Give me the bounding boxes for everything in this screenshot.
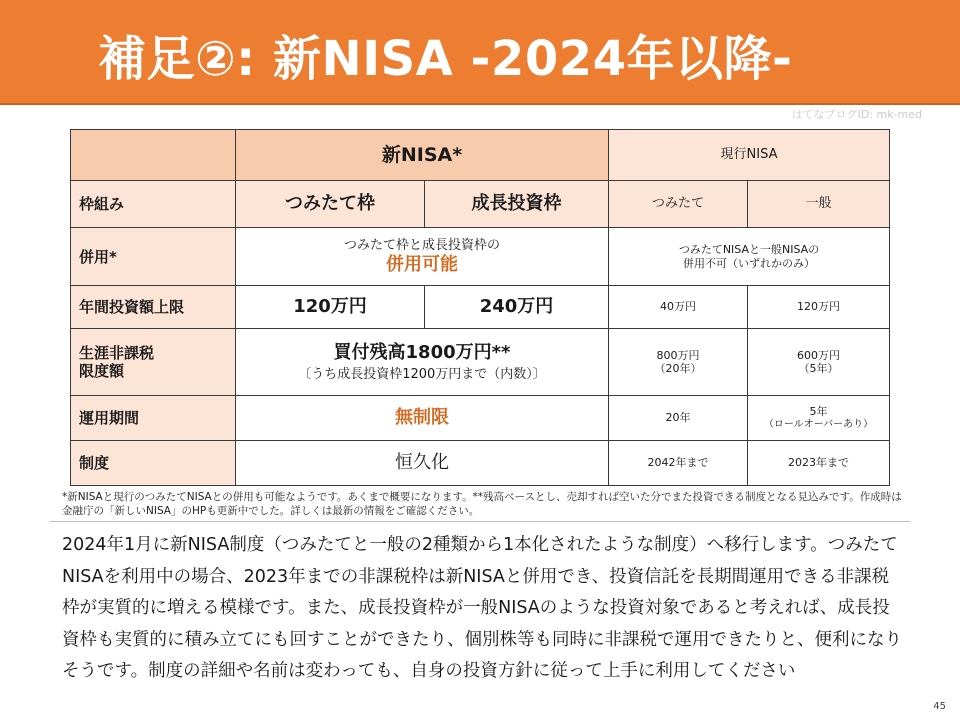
slide-title: 補足②: 新NISA -2024年以降- xyxy=(98,31,793,87)
cell-new-growth-frame: 成長投資枠 xyxy=(425,181,609,228)
header-new-nisa: 新NISA* xyxy=(236,130,609,181)
row-label-system: 制度 xyxy=(71,441,236,486)
cell-cur-combined xyxy=(609,228,890,286)
header-current-nisa: 現行NISA xyxy=(609,130,890,181)
row-label-framework: 枠組み xyxy=(71,181,236,228)
cur-combined-line1: つみたてNISAと一般NISAの xyxy=(678,243,820,257)
divider xyxy=(50,521,910,522)
nisa-comparison-table xyxy=(70,129,890,486)
cur-combined-line2: 併用不可（いずれかのみ） xyxy=(683,256,816,270)
cur-general-period-line1: 5年 xyxy=(809,405,828,419)
lifetime-label-line2: 限度額 xyxy=(79,362,125,380)
cell-new-period: 無制限 xyxy=(236,396,609,441)
cell-new-combined xyxy=(236,228,609,286)
cell-cur-general-system: 2023年まで xyxy=(748,441,890,486)
cell-cur-general-annual: 120万円 xyxy=(748,286,890,329)
cell-new-tsumitate-annual: 120万円 xyxy=(236,286,425,329)
row-label-lifetime-limit xyxy=(71,329,236,396)
table-row-lifetime-limit xyxy=(71,329,890,396)
cell-new-growth-annual: 240万円 xyxy=(425,286,609,329)
corner-cell xyxy=(71,130,236,181)
row-label-combined: 併用* xyxy=(71,228,236,286)
cell-cur-tsumitate-system: 2042年まで xyxy=(609,441,748,486)
cell-cur-tsumitate-lifetime xyxy=(609,329,748,396)
body-paragraph: 2024年1月に新NISA制度（つみたてと一般の2種類から1本化されたような制度）へ移行します。つみたてNISAを利用中の場合、2023年までの非課税枠は新NISAと併用でき、投資信託を長期間運用できる非課税枠が実質的に増える模様です。また、成長投資枠が一般NISAのような投資対象であると考えれば、成長投資枠も実質的に積み立てにも回すことができたり、個別株等も同時に非課税で運用できたりと、便利になりそうです。制度の詳細や名前は変わっても、自身の投資方針に従って上手に利用してください xyxy=(62,535,902,681)
footnote: *新NISAと現行のつみたてNISAとの併用も可能なようです。あくまで概要になります。**残高ベースとし、売却すれば空いた分でまた投資できる制度となる見込みです。作成時は金融庁の「新しいNISA」のHPも更新中でした。詳しくは最新の情報をご確認ください。 xyxy=(62,491,902,517)
row-label-annual-limit: 年間投資額上限 xyxy=(71,286,236,329)
new-lifetime-line2: 〔うち成長投資枠1200万円まで（内数）〕 xyxy=(298,366,546,382)
cell-cur-general-period xyxy=(748,396,890,441)
cell-cur-general-lifetime xyxy=(748,329,890,396)
new-lifetime-line1: 買付残高1800万円** xyxy=(333,341,511,363)
cell-cur-general: 一般 xyxy=(748,181,890,228)
cur-general-lifetime-line1: 600万円 xyxy=(797,348,841,362)
cell-cur-tsumitate-annual: 40万円 xyxy=(609,286,748,329)
title-bar xyxy=(0,0,960,105)
table-row-framework xyxy=(71,181,890,228)
table-row-period xyxy=(71,396,890,441)
table-header-row xyxy=(71,130,890,181)
cell-new-system: 恒久化 xyxy=(236,441,609,486)
new-combined-line2: 併用可能 xyxy=(386,253,458,275)
table-row-system xyxy=(71,441,890,486)
cur-general-lifetime-line2: （5年） xyxy=(798,362,839,375)
cur-general-period-line2: （ロールオーバーあり） xyxy=(763,418,874,430)
cell-cur-tsumitate: つみたて xyxy=(609,181,748,228)
page-number: 45 xyxy=(933,701,946,712)
lifetime-label-line1: 生涯非課税 xyxy=(79,344,155,362)
table-row-combined xyxy=(71,228,890,286)
cell-new-lifetime xyxy=(236,329,609,396)
row-label-period: 運用期間 xyxy=(71,396,236,441)
cell-new-tsumitate-frame: つみたて枠 xyxy=(236,181,425,228)
new-combined-line1: つみたて枠と成長投資枠の xyxy=(344,237,501,253)
watermark: はてなブログID: mk-med xyxy=(791,108,922,121)
cur-tsumitate-lifetime-line1: 800万円 xyxy=(656,348,700,362)
cell-cur-tsumitate-period: 20年 xyxy=(609,396,748,441)
cur-tsumitate-lifetime-line2: （20年） xyxy=(654,362,702,375)
table-row-annual-limit xyxy=(71,286,890,329)
